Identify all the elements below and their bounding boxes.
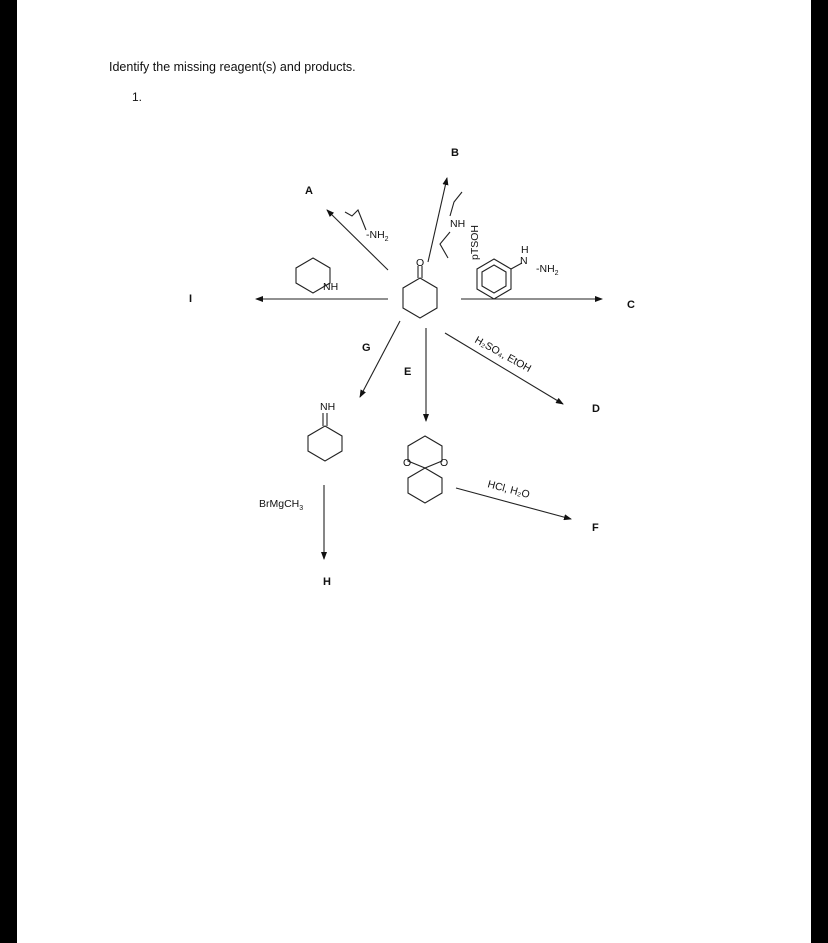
- label-h: H: [323, 576, 331, 588]
- label-d: D: [592, 403, 600, 415]
- ethylamine-label: $-NH_2$: [366, 229, 389, 243]
- diethylamine-chain-2: [440, 232, 450, 258]
- h2so4-etoh-label: H₂SO₄, EtOH: [472, 334, 534, 375]
- ethylamine-chain: [345, 210, 366, 230]
- acetal-o-right: O: [440, 457, 449, 469]
- ketone-o-label: O: [416, 257, 425, 269]
- label-b: B: [451, 147, 459, 159]
- diethylamine-chain: [450, 192, 462, 216]
- acetal-o-left: O: [403, 457, 412, 469]
- hydrazine-h-label: H: [521, 244, 529, 256]
- dioxane-ring: [408, 436, 442, 468]
- instruction-text: Identify the missing reagent(s) and products.: [109, 60, 356, 74]
- benzene-inner-ring: [482, 265, 506, 293]
- hcl-h2o-label: HCl, H₂O: [486, 478, 532, 502]
- label-c: C: [627, 299, 635, 311]
- arrow-to-g: [360, 321, 400, 397]
- grignard-label: BrMgCH$_3$: [259, 498, 304, 512]
- piperidine-nh-label: NH: [323, 281, 339, 293]
- label-g: G: [362, 342, 371, 354]
- label-e: E: [404, 366, 412, 378]
- label-f: F: [592, 522, 599, 534]
- acetal-cyclohexane-ring: [408, 468, 442, 503]
- arrow-to-b: [428, 178, 447, 262]
- ptsoh-label: pTSOH: [469, 224, 481, 260]
- arrow-to-d: [445, 333, 563, 404]
- hydrazine-n-label: N: [520, 255, 528, 267]
- label-a: A: [305, 185, 313, 197]
- cyclohexanone-ring: [403, 278, 437, 318]
- imine-cyclohexane-ring: [308, 426, 342, 461]
- imine-nh-label: NH: [320, 401, 336, 413]
- label-i: I: [189, 293, 193, 305]
- diethylamine-label: NH: [450, 218, 466, 230]
- question-number: 1.: [132, 90, 143, 104]
- hydrazine-nh2-label: $-NH_2$: [536, 263, 559, 277]
